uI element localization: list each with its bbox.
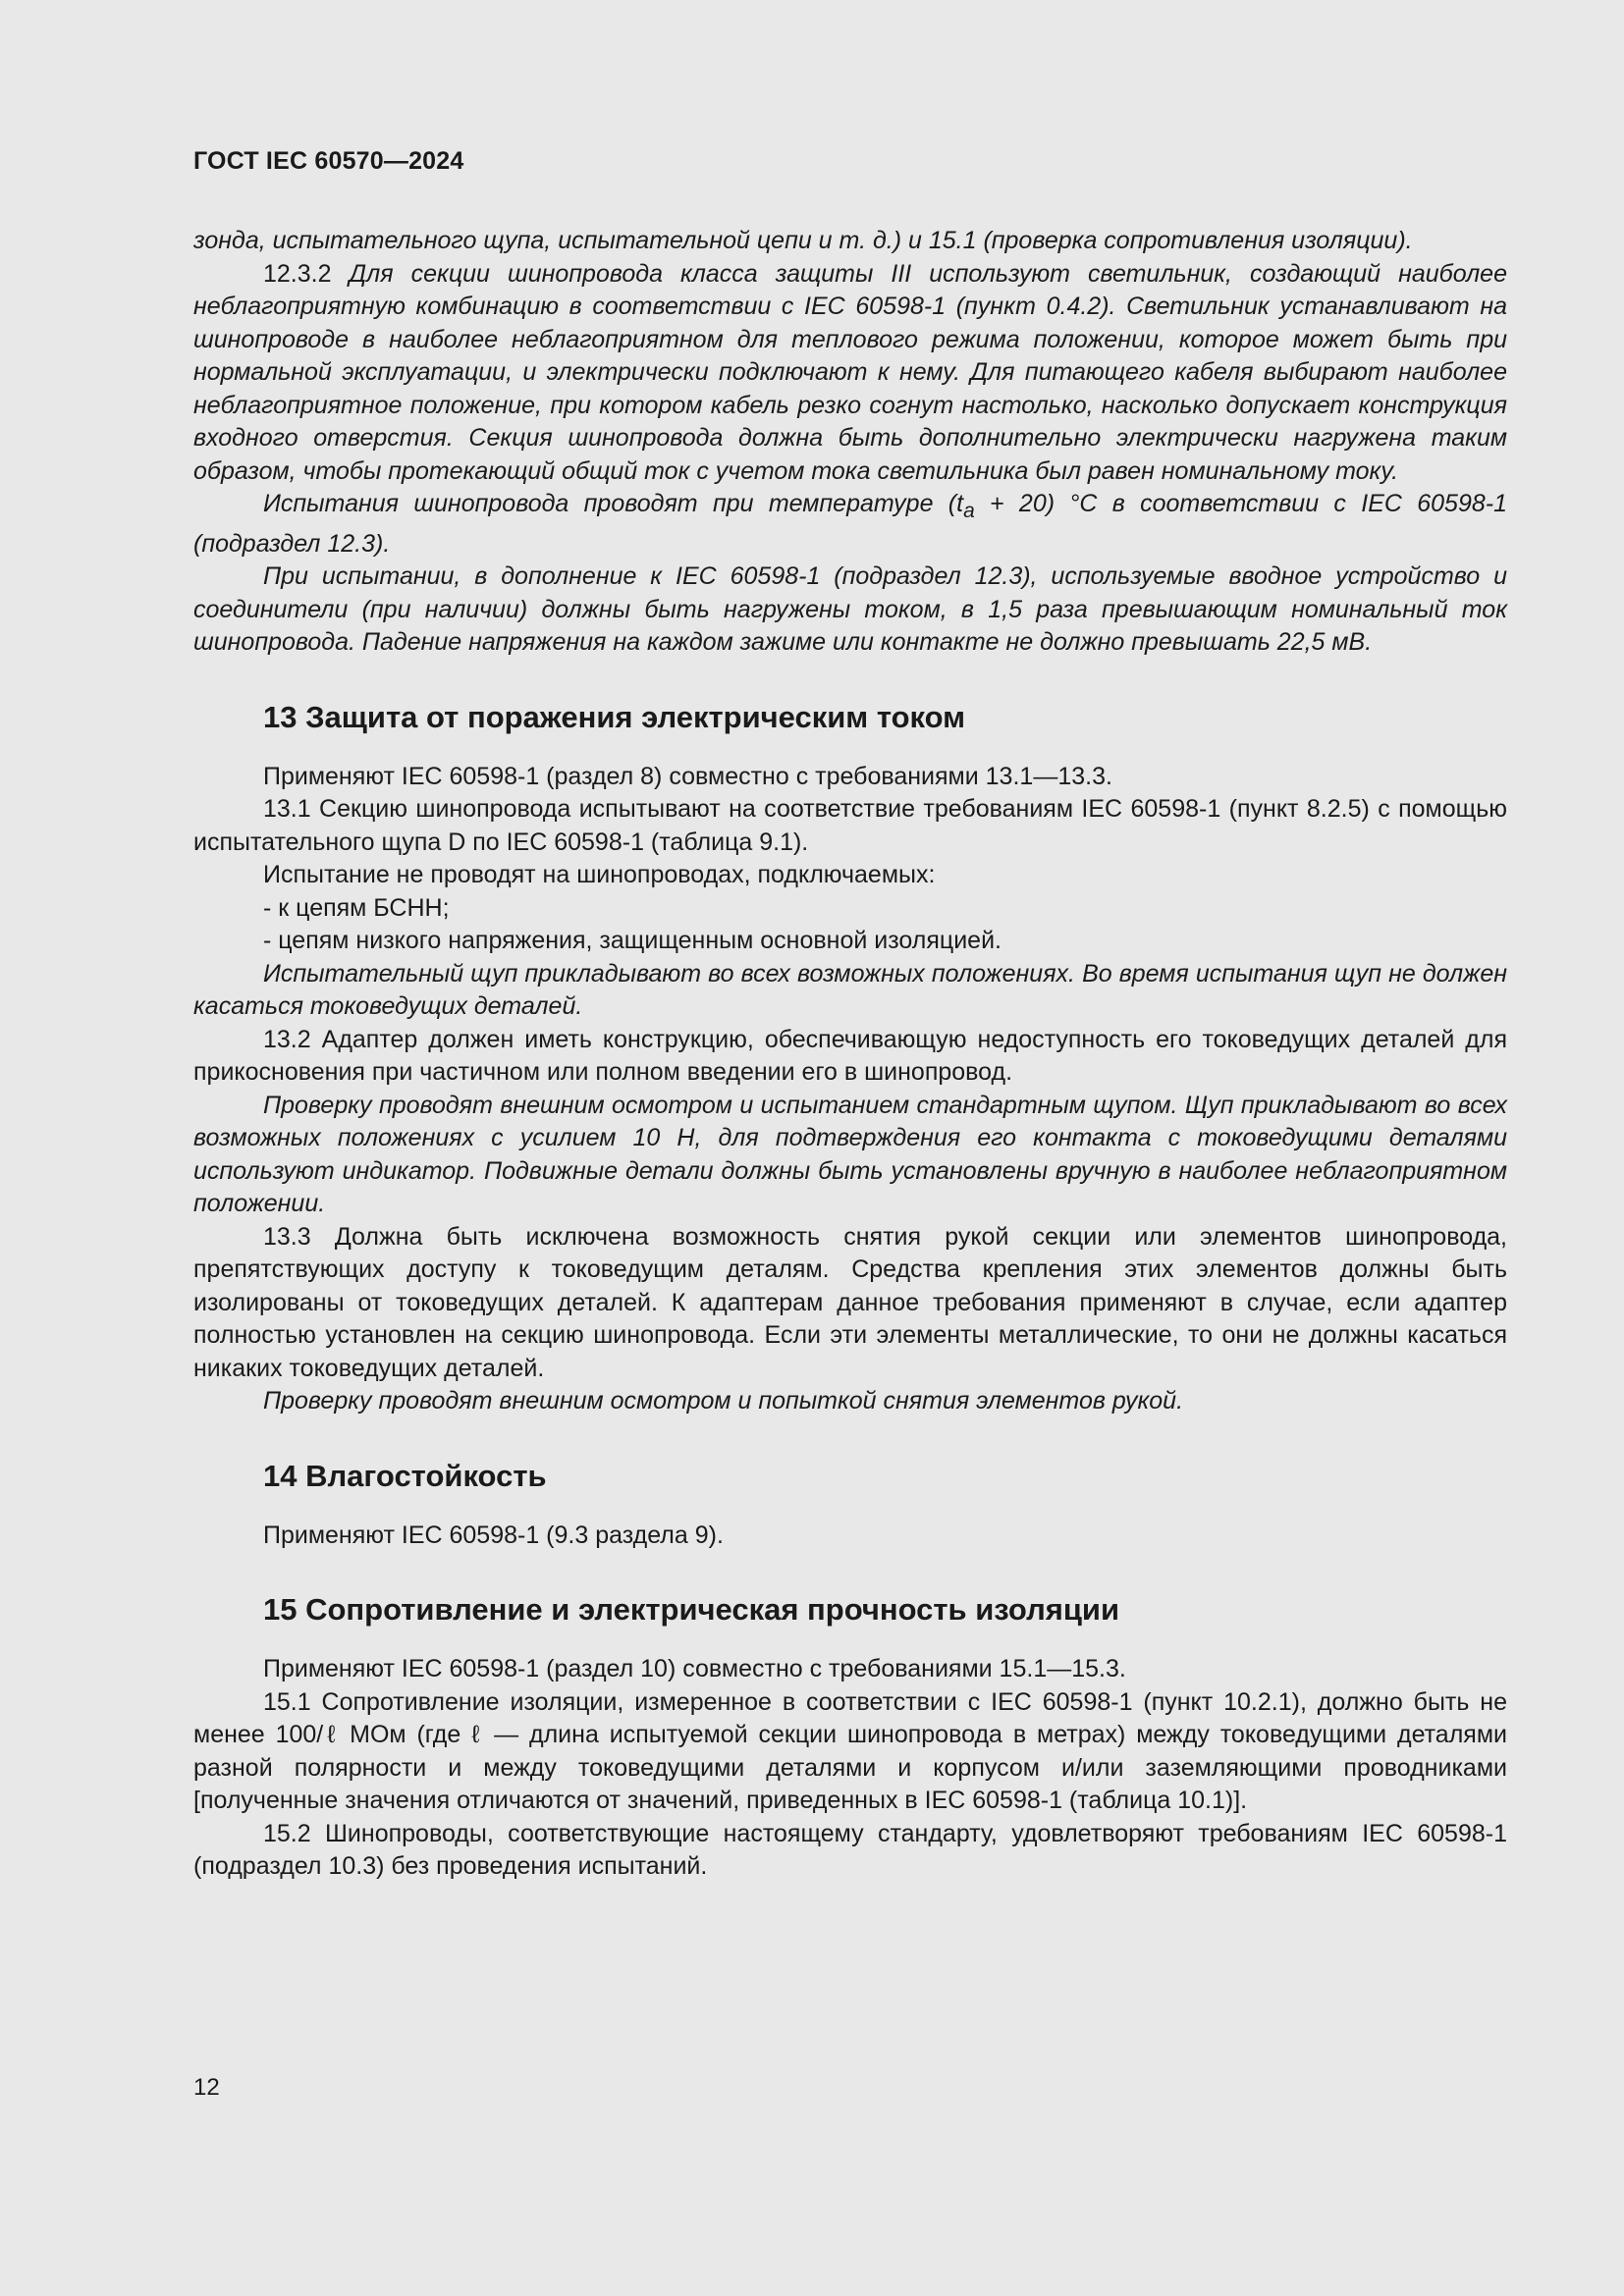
clause-13-1-note: Испытание не проводят на шинопроводах, подключаемых:	[263, 861, 936, 888]
clause-13-3-test: Проверку проводят внешним осмотром и попыткой снятия элементов рукой.	[263, 1387, 1184, 1415]
clause-text: Для секции шинопровода класса защиты III используют светильник, создающий наиболее неблагоприятную комбинацию в соответствии с IEC 60598-1 (пункт 0.4.2). Светильник устанавливают на шинопроводе в наиболее неблагоприятном для теплового режима положении, которое может быть при нормальной эксплуатации, и электрически подключают к нему. Для питающего кабеля выбирают наиболее неблагоприятное положение, при котором кабель резко согнут настолько, насколько допускает конструкция входного отверстия. Секция шинопровода должна быть дополнительно электрически нагружена таким образом, чтобы протекающий общий ток с учетом тока светильника был равен номинальному току.	[193, 259, 1507, 485]
clause-number: 12.3.2	[263, 259, 332, 288]
section-13-intro: Применяют IEC 60598-1 (раздел 8) совместно с требованиями 13.1—13.3.	[263, 762, 1112, 790]
text-part: + 20) °С в соответствии с IEC 60598-1 (подраздел 12.3).	[193, 490, 1507, 558]
document-header: ГОСТ IEC 60570—2024	[193, 147, 464, 175]
section-15-heading: 15 Сопротивление и электрическая прочность изоляции	[263, 1592, 1120, 1627]
clause-13-1-test: Испытательный щуп прикладывают во всех возможных положениях. Во время испытания щуп не должен касаться токоведущих деталей.	[193, 959, 1507, 1020]
clause-13-2: 13.2 Адаптер должен иметь конструкцию, обеспечивающую недоступность его токоведущих деталей для прикосновения при частичном или полном введении его в шинопровод.	[193, 1025, 1507, 1086]
page-number: 12	[193, 2074, 220, 2101]
list-item: - к цепям БСНН;	[263, 893, 450, 922]
section-13-heading: 13 Защита от поражения электрическим током	[263, 699, 966, 734]
section-15-intro: Применяют IEC 60598-1 (раздел 10) совместно с требованиями 15.1—15.3.	[263, 1655, 1126, 1682]
clause-15-2: 15.2 Шинопроводы, соответствующие настоящему стандарту, удовлетворяют требованиям IEC 60598-1 (подраздел 10.3) без проведения испытаний.	[193, 1819, 1507, 1880]
clause-13-3: 13.3 Должна быть исключена возможность снятия рукой секции или элементов шинопровода, препятствующих доступу к токоведущим деталям. Средства крепления этих элементов должны быть изолированы от токоведущих деталей. К адаптерам данное требования применяют в случае, если адаптер полностью установлен на секцию шинопровода. Если эти элементы металлические, то они не должны касаться никаких токоведущих деталей.	[193, 1222, 1507, 1382]
test-temperature-paragraph	[193, 488, 1507, 561]
document-body	[193, 225, 1507, 1884]
list-item: - цепям низкого напряжения, защищенным основной изоляцией.	[263, 927, 1001, 954]
clause-13-1: 13.1 Секцию шинопровода испытывают на соответствие требованиям IEC 60598-1 (пункт 8.2.5) с помощью испытательного щупа D по IEC 60598-1 (таблица 9.1).	[193, 795, 1507, 856]
clause-13-2-test: Проверку проводят внешним осмотром и испытанием стандартным щупом. Щуп прикладывают во всех возможных положениях с усилием 10 Н, для подтверждения его контакта с токоведущими деталями используют индикатор. Подвижные детали должны быть установлены вручную в наиболее неблагоприятном положении.	[193, 1091, 1507, 1217]
text-part: Испытания шинопровода проводят при температуре (t	[263, 490, 964, 517]
clause-12-3-2	[193, 258, 1507, 489]
paragraph-continuation: зонда, испытательного щупа, испытательной цепи и т. д.) и 15.1 (проверка сопротивления изоляции).	[193, 227, 1413, 254]
clause-15-1: 15.1 Сопротивление изоляции, измеренное в соответствии с IEC 60598-1 (пункт 10.2.1), должно быть не менее 100/ℓ МОм (где ℓ — длина испытуемой секции шинопровода в метрах) между токоведущими деталями разной полярности и между токоведущими деталями и корпусом и/или заземляющими проводниками [полученные значения отличаются от значений, приведенных в IEC 60598-1 (таблица 10.1)].	[193, 1687, 1507, 1814]
section-14-text: Применяют IEC 60598-1 (9.3 раздела 9).	[263, 1521, 724, 1549]
test-load-paragraph: При испытании, в дополнение к IEC 60598-1 (подраздел 12.3), используемые вводное устройство и соединители (при наличии) должны быть нагружены током, в 1,5 раза превышающим номинальный ток шинопровода. Падение напряжения на каждом зажиме или контакте не должно превышать 22,5 мВ.	[193, 562, 1507, 656]
subscript-a: a	[963, 500, 975, 522]
section-14-heading: 14 Влагостойкость	[263, 1458, 547, 1493]
